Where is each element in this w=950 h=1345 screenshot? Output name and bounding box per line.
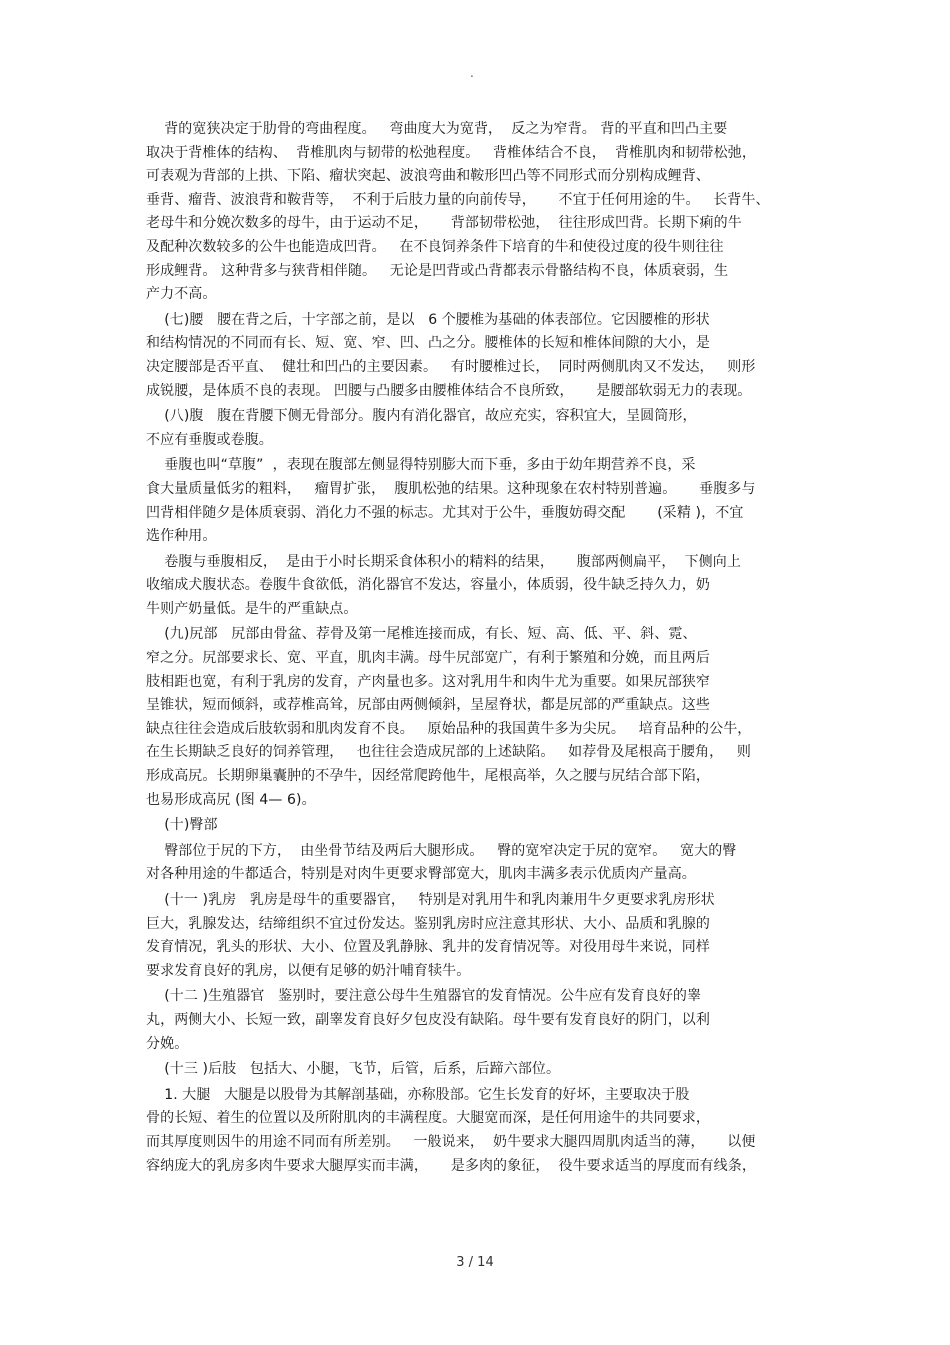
text-line: 形成高尻。长期卵巢囊肿的不孕牛，因经常爬跨他牛，尾根高举，久之腰与尻结合部下陷， — [146, 768, 710, 785]
text-line: 产力不高。 — [146, 286, 217, 303]
text-line: (七)腰 腰在背之后，十字部之前，是以 6 个腰椎为基础的体表部位。它因腰椎的形状 — [146, 311, 710, 328]
text-line: 牛则产奶量低。是牛的严重缺点。 — [146, 600, 358, 617]
text-line: 发育情况，乳头的形状、大小、位置及乳静脉、乳井的发育情况等。对役用母牛来说，同样 — [146, 939, 710, 956]
paragraph — [146, 623, 816, 812]
paragraph — [146, 405, 816, 452]
text-line: 丸，两侧大小、长短一致，副睾发育良好夕包皮没有缺陷。母牛要有发育良好的阴门，以利 — [146, 1011, 710, 1028]
text-line: 而其厚度则因牛的用途不同而有所差别。 一般说来， 奶牛要求大腿四周肌肉适当的薄， 以便 — [146, 1133, 756, 1150]
paragraph — [146, 309, 816, 403]
text-line: 巨大，乳腺发达，结缔组织不宜过份发达。鉴别乳房时应注意其形状、大小、品质和乳腺的 — [146, 915, 710, 932]
text-line: 老母牛和分娩次数多的母牛，由于运动不足， 背部韧带松弛， 往往形成凹背。长期下痢的牛 — [146, 215, 742, 232]
text-line: 呈锥状，短而倾斜，或荐椎高耸，尻部由两侧倾斜，呈屋脊状，都是尻部的严重缺点。这些 — [146, 697, 710, 714]
text-line: 缺点往往会造成后肢软弱和肌肉发育不良。 原始品种的我国黄牛多为尖尻。 培育品种的公牛， — [146, 720, 752, 737]
paragraph — [146, 840, 816, 887]
text-line: 背的宽狭决定于肋骨的弯曲程度。 弯曲度大为宽背， 反之为窄背。 背的平直和凹凸主要 — [146, 121, 728, 137]
text-line: 臀部位于尻的下方， 由坐骨节结及两后大腿形成。 臀的宽窄决定于尻的宽窄。 宽大的臀 — [146, 842, 737, 859]
page-number: 3 / 14 — [456, 1255, 494, 1270]
text-line: (十一 )乳房 乳房是母牛的重要器官， 特别是对乳用牛和乳肉兼用牛夕更要求乳房形状 — [146, 892, 715, 908]
text-line: 决定腰部是否平直、 健壮和凹凸的主要因素。 有时腰椎过长， 同时两侧肌肉又不发达， 则形 — [146, 358, 756, 375]
text-line: 要求发育良好的乳房，以便有足够的奶汁哺育犊牛。 — [146, 962, 471, 979]
text-line: 对各种用途的牛都适合，特别是对肉牛更要求臀部宽大，肌肉丰满多表示优质肉产量高。 — [146, 866, 696, 883]
text-line: 成锐腰，是体质不良的表现。 凹腰与凸腰多由腰椎体结合不良所致， 是腰部软弱无力的表现。 — [146, 382, 752, 399]
text-line: 也易形成高尻 (图 4— 6)。 — [146, 791, 316, 808]
text-line: (八)腹 腹在背腰下侧无骨部分。腹内有消化器官，故应充实，容积宜大，呈圆筒形， — [146, 408, 697, 425]
text-line: 卷腹与垂腹相反， 是由于小时长期采食体积小的精料的结果， 腹部两侧扁平， 下侧向上 — [146, 553, 741, 570]
paragraph — [146, 118, 816, 307]
text-line: (十二 )生殖器官 鉴别时，要注意公母牛生殖器官的发育情况。公牛应有发育良好的睾 — [146, 988, 702, 1005]
paragraph — [146, 814, 816, 838]
paragraph — [146, 985, 816, 1056]
text-line: 形成鲤背。 这种背多与狭背相伴随。 无论是凹背或凸背都表示骨骼结构不良，体质衰弱，生 — [146, 262, 729, 279]
text-line: 取决于背椎体的结构、 背椎肌肉与韧带的松弛程度。 背椎体结合不良， 背椎肌肉和韧带松弛， — [146, 144, 756, 161]
text-line: 食大量质量低劣的粗料， 瘤胃扩张， 腹肌松弛的结果。这种现象在农村特别普遍。 垂腹多与 — [146, 480, 756, 497]
text-line: 窄之分。尻部要求长、宽、平直，肌肉丰满。母牛尻部宽广，有利于繁殖和分娩，而且两后 — [146, 650, 710, 667]
paragraph — [146, 1058, 816, 1082]
text-line: 不应有垂腹或卷腹。 — [146, 431, 273, 448]
text-line: 及配种次数较多的公牛也能造成凹背。 在不良饲养条件下培育的牛和使役过度的役牛则往往 — [146, 238, 724, 255]
text-line: 收缩成犬腹状态。卷腹牛食欲低，消化器官不发达，容量小，体质弱，役牛缺乏持久力，奶 — [146, 577, 710, 594]
text-line: 1. 大腿 大腿是以股骨为其解剖基础，亦称股部。它生长发育的好坏，主要取决于股 — [146, 1086, 690, 1103]
text-line: 垂腹也叫“草腹” ，表现在腹部左侧显得特别膨大而下垂，多由于幼年期营养不良，采 — [146, 457, 696, 474]
text-line: 选作种用。 — [146, 528, 217, 545]
text-line: 凹背相伴随夕是体质衰弱、消化力不强的标志。尤其对于公牛，垂腹妨碍交配 (采精 )，不宜 — [146, 504, 744, 521]
text-line: 垂背、瘤背、波浪背和鞍背等， 不利于后肢力量的向前传导， 不宜于任何用途的牛。 长背牛、 — [146, 191, 770, 208]
text-line: 容纳庞大的乳房多肉牛要求大腿厚实而丰满， 是多肉的象征， 役牛要求适当的厚度而有线条， — [146, 1157, 756, 1174]
text-line: 肢相距也宽，有利于乳房的发育，产肉量也多。这对乳用牛和肉牛尤为重要。如果尻部狭窄 — [146, 673, 710, 690]
text-line: 在生长期缺乏良好的饲养管理， 也往往会造成尻部的上述缺陷。 如荐骨及尾根高于腰角， 则 — [146, 744, 751, 761]
text-line: (十三 )后肢 包括大、小腿，飞节，后管，后系，后蹄六部位。 — [146, 1061, 561, 1078]
text-line: (九)尻部 尻部由骨盆、荐骨及第一尾椎连接而成，有长、短、高、低、平、斜、霓、 — [146, 626, 697, 643]
text-line: (十)臀部 — [146, 817, 218, 834]
paragraph — [146, 551, 816, 622]
text-line: 分娩。 — [146, 1035, 189, 1052]
document-body — [146, 118, 816, 1180]
text-line: 和结构情况的不同而有长、短、宽、窄、凹、凸之分。腰椎体的长短和椎体间隙的大小，是 — [146, 335, 710, 352]
header-mark: . — [470, 66, 474, 80]
paragraph — [146, 1084, 816, 1178]
text-line: 可表观为背部的上拱、下陷、瘤状突起、波浪弯曲和鞍形凹凸等不同形式而分别构成鲤背、 — [146, 168, 710, 185]
text-line: 骨的长短、着生的位置以及所附肌肉的丰满程度。大腿宽而深，是任何用途牛的共同要求， — [146, 1110, 710, 1127]
paragraph — [146, 454, 816, 548]
paragraph — [146, 889, 816, 983]
